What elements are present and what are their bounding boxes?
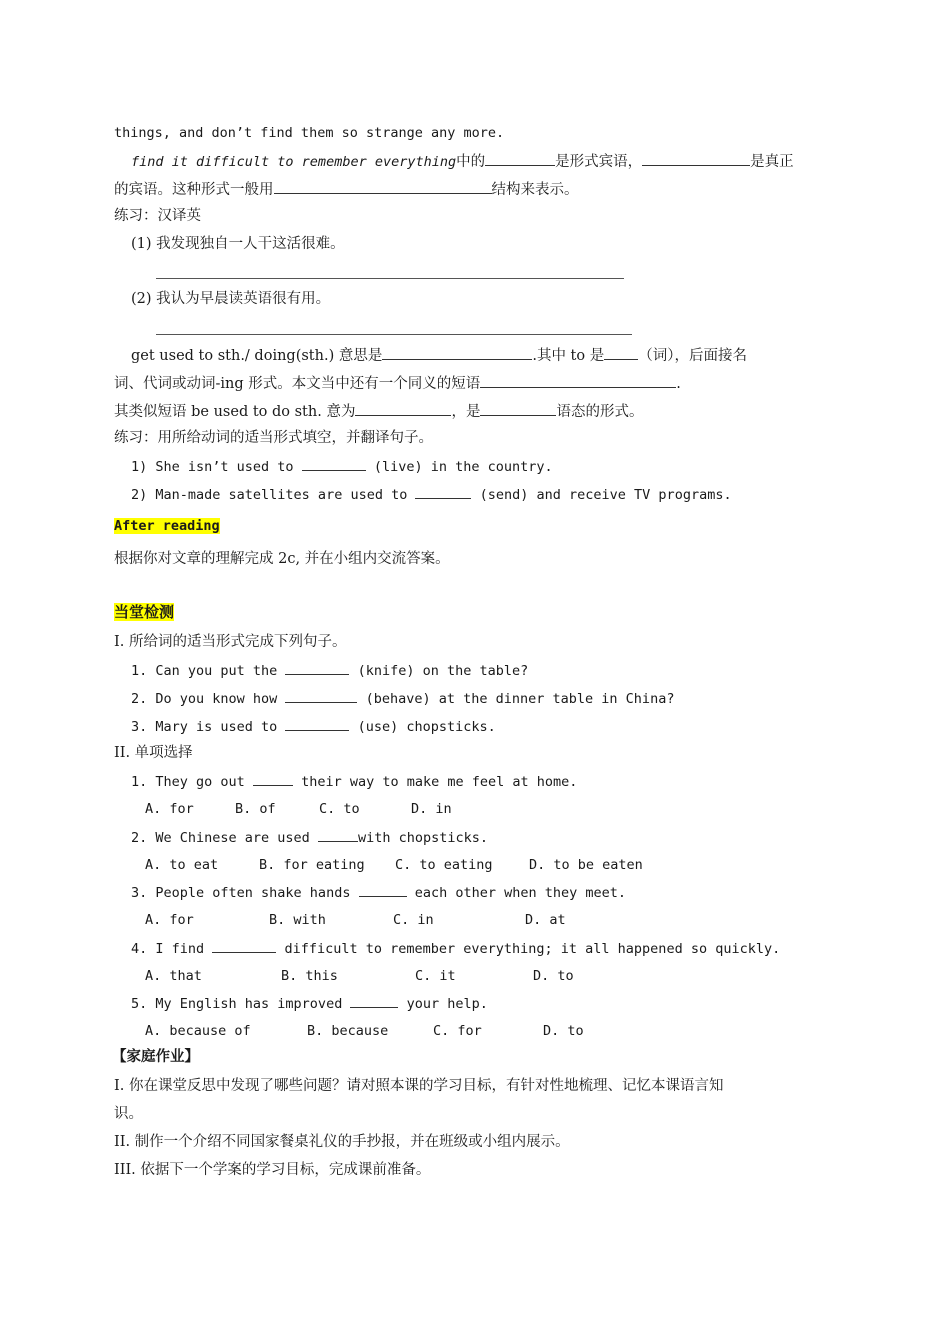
fill-question (131, 716, 496, 737)
text: 语态的形式。 (556, 404, 644, 420)
text: （词），后面接名 (638, 348, 747, 364)
text: ，是 (451, 404, 481, 420)
text: 2. We Chinese are used (131, 830, 310, 846)
text: difficult to remember everything; it all happened so quickly. (284, 941, 781, 957)
option-c[interactable]: C. it (415, 968, 456, 984)
text: 3. People often shake hands (131, 885, 351, 901)
text: 1. They go out (131, 774, 245, 790)
practice-title: 练习：汉译英 (114, 208, 201, 224)
blank[interactable] (350, 993, 398, 1008)
practice-question: (2) 我认为早晨读英语很有用。 (131, 291, 331, 307)
text: each other when they meet. (414, 885, 627, 901)
blank[interactable] (642, 151, 750, 166)
text: 5. My English has improved (131, 996, 343, 1012)
text: 是形式宾语， (555, 154, 643, 170)
practice-question (131, 456, 553, 477)
text: 3. Mary is used to (131, 719, 278, 735)
answer-line[interactable] (156, 278, 624, 279)
text: 结构来表示。 (491, 182, 579, 198)
option-b[interactable]: B. this (281, 968, 338, 984)
fill-question (131, 660, 528, 681)
option-d[interactable]: D. in (411, 801, 452, 817)
option-d[interactable]: D. at (525, 912, 566, 928)
text: 2) Man-made satellites are used to (131, 487, 408, 503)
text-line (114, 179, 579, 200)
text: . (676, 376, 681, 392)
mc-options (145, 855, 643, 875)
option-a[interactable]: A. to eat (145, 857, 219, 873)
option-d[interactable]: D. to (543, 1023, 584, 1039)
text: (knife) on the table? (357, 663, 529, 679)
blank[interactable] (285, 688, 357, 703)
mc-question (131, 938, 780, 959)
option-c[interactable]: C. for (433, 1023, 482, 1039)
option-a[interactable]: A. that (145, 968, 202, 984)
option-b[interactable]: B. with (269, 912, 326, 928)
similar-phrase-line (114, 401, 643, 422)
part-title: I. 所给词的适当形式完成下列句子。 (114, 634, 347, 650)
homework-item: II. 制作一个介绍不同国家餐桌礼仪的手抄报，并在班级或小组内展示。 (114, 1134, 570, 1150)
formal-object-line (131, 151, 794, 172)
mc-question (131, 771, 577, 792)
blank[interactable] (285, 716, 349, 731)
text: (send) and receive TV programs. (479, 487, 732, 503)
homework-heading: 【家庭作业】 (112, 1049, 199, 1065)
text: 其类似短语 be used to do sth. 意为 (114, 404, 356, 420)
fill-question (131, 688, 674, 709)
text: 1) She isn’t used to (131, 459, 294, 475)
test-heading: 当堂检测 (114, 603, 175, 621)
blank[interactable] (355, 401, 451, 416)
practice-question: (1) 我发现独自一人干这活很难。 (131, 236, 345, 252)
blank[interactable] (485, 151, 555, 166)
blank[interactable] (274, 179, 492, 194)
text-line (114, 373, 681, 394)
option-d[interactable]: D. to be eaten (529, 857, 643, 873)
text: 的宾语。这种形式一般用 (114, 182, 274, 198)
option-a[interactable]: A. for (145, 801, 194, 817)
option-c[interactable]: C. to (319, 801, 360, 817)
mc-options (145, 910, 566, 930)
section-heading (114, 602, 174, 623)
blank[interactable] (212, 938, 276, 953)
homework-item: 识。 (114, 1106, 143, 1122)
answer-line[interactable] (156, 334, 632, 335)
option-a[interactable]: A. for (145, 912, 194, 928)
blank[interactable] (480, 401, 556, 416)
option-b[interactable]: B. of (235, 801, 276, 817)
text: their way to make me feel at home. (301, 774, 578, 790)
text: 2. Do you know how (131, 691, 278, 707)
text: 4. I find (131, 941, 205, 957)
option-c[interactable]: C. in (393, 912, 434, 928)
homework-item: III. 依据下一个学案的学习目标，完成课前准备。 (114, 1162, 431, 1178)
text: things, and don’t find them so strange any more. (114, 125, 505, 141)
option-a[interactable]: A. because of (145, 1023, 251, 1039)
text: (live) in the country. (373, 459, 553, 475)
blank[interactable] (318, 827, 358, 842)
mc-question (131, 993, 488, 1014)
option-b[interactable]: B. for eating (259, 857, 365, 873)
blank[interactable] (285, 660, 349, 675)
mc-question (131, 882, 626, 903)
homework-item: I. 你在课堂反思中发现了哪些问题？请对照本课的学习目标，有针对性地梳理、记忆本课语言知 (114, 1078, 724, 1094)
text-line: 根据你对文章的理解完成 2c, 并在小组内交流答案。 (114, 551, 450, 567)
blank[interactable] (604, 345, 638, 360)
blank[interactable] (480, 373, 676, 388)
mc-options (145, 1021, 584, 1041)
option-b[interactable]: B. because (307, 1023, 389, 1039)
text: your help. (406, 996, 488, 1012)
blank[interactable] (359, 882, 407, 897)
option-d[interactable]: D. to (533, 968, 574, 984)
text: 词、代词或动词-ing 形式。本文当中还有一个同义的短语 (114, 376, 481, 392)
get-used-line (131, 345, 747, 366)
text: 中的 (456, 154, 486, 170)
text: with chopsticks. (357, 830, 488, 846)
after-reading-heading: After reading (114, 518, 220, 534)
text: (behave) at the dinner table in China? (365, 691, 675, 707)
blank[interactable] (415, 484, 471, 499)
practice-title: 练习：用所给动词的适当形式填空，并翻译句子。 (114, 430, 433, 446)
mc-options (145, 799, 452, 819)
text: 是真正 (750, 154, 794, 170)
blank[interactable] (302, 456, 366, 471)
text: 1. Can you put the (131, 663, 278, 679)
blank[interactable] (253, 771, 293, 786)
blank[interactable] (382, 345, 532, 360)
example-phrase: find it difficult to remember everything (131, 154, 457, 170)
text: .其中 to 是 (532, 348, 605, 364)
text: get used to sth./ doing(sth.) 意思是 (131, 348, 383, 364)
practice-question (131, 484, 732, 505)
section-heading (114, 516, 220, 536)
mc-options (145, 966, 574, 986)
option-c[interactable]: C. to eating (395, 857, 493, 873)
text: (use) chopsticks. (357, 719, 496, 735)
mc-question (131, 827, 488, 848)
text-line (114, 123, 504, 143)
part-title: II. 单项选择 (114, 745, 193, 761)
